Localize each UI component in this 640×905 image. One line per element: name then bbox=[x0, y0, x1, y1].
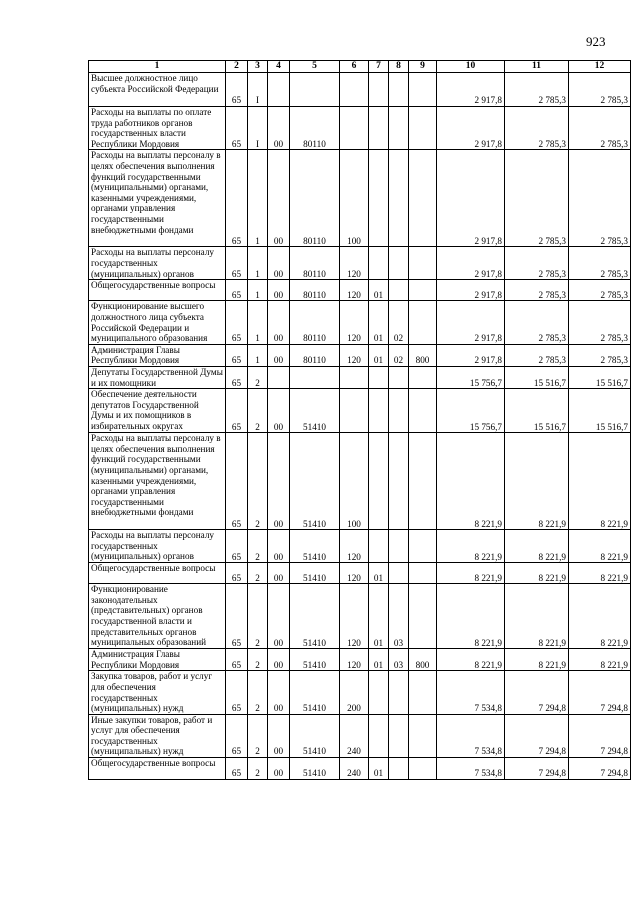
cell-col-5 bbox=[290, 366, 340, 388]
cell-col-2: 65 bbox=[226, 150, 248, 247]
cell-col-4: 00 bbox=[268, 433, 290, 530]
cell-col-6: 100 bbox=[340, 150, 369, 247]
table-row bbox=[89, 344, 631, 366]
cell-col-9 bbox=[409, 714, 437, 757]
row-name-cell: Расходы на выплаты персоналу государственных (муниципальных) органов bbox=[89, 530, 226, 563]
column-header-3: 3 bbox=[248, 61, 268, 73]
cell-col-10: 15 756,7 bbox=[437, 389, 505, 433]
cell-col-3: 2 bbox=[248, 649, 268, 671]
column-header-4: 4 bbox=[268, 61, 290, 73]
cell-col-7: 01 bbox=[369, 280, 389, 301]
cell-col-11: 7 294,8 bbox=[505, 714, 569, 757]
cell-col-11: 8 221,9 bbox=[505, 563, 569, 584]
page-number: 923 bbox=[586, 34, 606, 49]
cell-col-7 bbox=[369, 714, 389, 757]
cell-col-6: 120 bbox=[340, 344, 369, 366]
cell-col-11: 7 294,8 bbox=[505, 671, 569, 714]
cell-col-6 bbox=[340, 107, 369, 150]
cell-col-9 bbox=[409, 389, 437, 433]
cell-col-11: 2 785,3 bbox=[505, 301, 569, 344]
cell-col-8 bbox=[389, 671, 409, 714]
cell-col-12: 8 221,9 bbox=[569, 649, 631, 671]
table-row bbox=[89, 150, 631, 247]
cell-col-9 bbox=[409, 280, 437, 301]
cell-col-5: 80110 bbox=[290, 280, 340, 301]
table-row bbox=[89, 280, 631, 301]
cell-col-6: 120 bbox=[340, 247, 369, 280]
cell-col-9 bbox=[409, 301, 437, 344]
row-name-cell: Общегосударственные вопросы bbox=[89, 758, 226, 780]
column-header-11: 11 bbox=[505, 61, 569, 73]
cell-col-3: 2 bbox=[248, 671, 268, 714]
cell-col-4: 00 bbox=[268, 758, 290, 780]
cell-col-5: 80110 bbox=[290, 301, 340, 344]
column-header-9: 9 bbox=[409, 61, 437, 73]
cell-col-9 bbox=[409, 107, 437, 150]
cell-col-10: 8 221,9 bbox=[437, 649, 505, 671]
cell-col-12: 8 221,9 bbox=[569, 433, 631, 530]
cell-col-9: 800 bbox=[409, 649, 437, 671]
cell-col-6: 120 bbox=[340, 584, 369, 649]
cell-col-10: 2 917,8 bbox=[437, 280, 505, 301]
cell-col-7 bbox=[369, 671, 389, 714]
table-row bbox=[89, 301, 631, 344]
cell-col-8 bbox=[389, 530, 409, 563]
cell-col-6: 120 bbox=[340, 530, 369, 563]
cell-col-11: 2 785,3 bbox=[505, 280, 569, 301]
cell-col-2: 65 bbox=[226, 366, 248, 388]
cell-col-12: 2 785,3 bbox=[569, 280, 631, 301]
column-header-8: 8 bbox=[389, 61, 409, 73]
cell-col-2: 65 bbox=[226, 563, 248, 584]
cell-col-9 bbox=[409, 73, 437, 107]
cell-col-5: 51410 bbox=[290, 649, 340, 671]
cell-col-7 bbox=[369, 530, 389, 563]
cell-col-5: 80110 bbox=[290, 107, 340, 150]
row-name-cell: Администрация Главы Республики Мордовия bbox=[89, 344, 226, 366]
cell-col-8 bbox=[389, 107, 409, 150]
cell-col-7: 01 bbox=[369, 563, 389, 584]
cell-col-6: 200 bbox=[340, 671, 369, 714]
column-header-1: 1 bbox=[89, 61, 226, 73]
cell-col-3: 1 bbox=[248, 344, 268, 366]
cell-col-11: 2 785,3 bbox=[505, 344, 569, 366]
cell-col-3: 2 bbox=[248, 530, 268, 563]
cell-col-11: 7 294,8 bbox=[505, 758, 569, 780]
cell-col-5: 51410 bbox=[290, 530, 340, 563]
budget-table bbox=[88, 60, 631, 780]
cell-col-9 bbox=[409, 563, 437, 584]
cell-col-11: 8 221,9 bbox=[505, 584, 569, 649]
cell-col-4: 00 bbox=[268, 530, 290, 563]
cell-col-8 bbox=[389, 563, 409, 584]
cell-col-12: 2 785,3 bbox=[569, 73, 631, 107]
cell-col-3: 1 bbox=[248, 301, 268, 344]
cell-col-8 bbox=[389, 714, 409, 757]
cell-col-10: 8 221,9 bbox=[437, 433, 505, 530]
column-header-10: 10 bbox=[437, 61, 505, 73]
column-header-5: 5 bbox=[290, 61, 340, 73]
cell-col-4 bbox=[268, 73, 290, 107]
cell-col-7: 01 bbox=[369, 344, 389, 366]
cell-col-3: 2 bbox=[248, 758, 268, 780]
cell-col-9 bbox=[409, 530, 437, 563]
cell-col-12: 2 785,3 bbox=[569, 247, 631, 280]
cell-col-6: 100 bbox=[340, 433, 369, 530]
cell-col-2: 65 bbox=[226, 433, 248, 530]
cell-col-4: 00 bbox=[268, 714, 290, 757]
cell-col-12: 7 294,8 bbox=[569, 671, 631, 714]
cell-col-6: 240 bbox=[340, 714, 369, 757]
cell-col-3: 1 bbox=[248, 280, 268, 301]
cell-col-9 bbox=[409, 671, 437, 714]
cell-col-9 bbox=[409, 758, 437, 780]
table-row bbox=[89, 366, 631, 388]
cell-col-6: 240 bbox=[340, 758, 369, 780]
table-row bbox=[89, 389, 631, 433]
cell-col-2: 65 bbox=[226, 107, 248, 150]
table-row bbox=[89, 247, 631, 280]
table-row bbox=[89, 530, 631, 563]
row-name-cell: Депутаты Государственной Думы и их помощники bbox=[89, 366, 226, 388]
cell-col-8 bbox=[389, 389, 409, 433]
cell-col-7: 01 bbox=[369, 301, 389, 344]
cell-col-10: 2 917,8 bbox=[437, 301, 505, 344]
cell-col-10: 8 221,9 bbox=[437, 584, 505, 649]
cell-col-8: 02 bbox=[389, 301, 409, 344]
cell-col-4: 00 bbox=[268, 280, 290, 301]
cell-col-11: 2 785,3 bbox=[505, 107, 569, 150]
cell-col-10: 8 221,9 bbox=[437, 563, 505, 584]
column-header-7: 7 bbox=[369, 61, 389, 73]
cell-col-8 bbox=[389, 73, 409, 107]
cell-col-4: 00 bbox=[268, 301, 290, 344]
cell-col-3: 1 bbox=[248, 150, 268, 247]
cell-col-4: 00 bbox=[268, 107, 290, 150]
row-name-cell: Расходы на выплаты персоналу в целях обеспечения выполнения функций государственными (муниципальными) органами, казенными учреждениями, органами управления государственными внебюджетными фондами bbox=[89, 150, 226, 247]
cell-col-5: 51410 bbox=[290, 758, 340, 780]
cell-col-10: 7 534,8 bbox=[437, 671, 505, 714]
table-row bbox=[89, 584, 631, 649]
cell-col-8: 03 bbox=[389, 584, 409, 649]
row-name-cell: Расходы на выплаты персоналу государственных (муниципальных) органов bbox=[89, 247, 226, 280]
cell-col-11: 2 785,3 bbox=[505, 247, 569, 280]
table-body bbox=[89, 73, 631, 780]
cell-col-5: 80110 bbox=[290, 344, 340, 366]
row-name-cell: Администрация Главы Республики Мордовия bbox=[89, 649, 226, 671]
cell-col-11: 2 785,3 bbox=[505, 73, 569, 107]
cell-col-10: 7 534,8 bbox=[437, 758, 505, 780]
cell-col-12: 15 516,7 bbox=[569, 366, 631, 388]
cell-col-2: 65 bbox=[226, 389, 248, 433]
cell-col-11: 2 785,3 bbox=[505, 150, 569, 247]
cell-col-8 bbox=[389, 758, 409, 780]
cell-col-12: 2 785,3 bbox=[569, 150, 631, 247]
cell-col-2: 65 bbox=[226, 758, 248, 780]
row-name-cell: Общегосударственные вопросы bbox=[89, 563, 226, 584]
cell-col-8 bbox=[389, 247, 409, 280]
cell-col-5: 51410 bbox=[290, 433, 340, 530]
cell-col-12: 8 221,9 bbox=[569, 563, 631, 584]
cell-col-12: 8 221,9 bbox=[569, 584, 631, 649]
cell-col-8 bbox=[389, 366, 409, 388]
cell-col-3: 1 bbox=[248, 247, 268, 280]
cell-col-7 bbox=[369, 389, 389, 433]
cell-col-11: 8 221,9 bbox=[505, 649, 569, 671]
cell-col-9 bbox=[409, 584, 437, 649]
cell-col-6: 120 bbox=[340, 301, 369, 344]
cell-col-12: 2 785,3 bbox=[569, 301, 631, 344]
cell-col-5: 51410 bbox=[290, 389, 340, 433]
row-name-cell: Высшее должностное лицо субъекта Российской Федерации bbox=[89, 73, 226, 107]
cell-col-11: 15 516,7 bbox=[505, 389, 569, 433]
cell-col-11: 8 221,9 bbox=[505, 530, 569, 563]
cell-col-3: I bbox=[248, 73, 268, 107]
cell-col-10: 15 756,7 bbox=[437, 366, 505, 388]
cell-col-4: 00 bbox=[268, 247, 290, 280]
table-row bbox=[89, 433, 631, 530]
cell-col-6 bbox=[340, 73, 369, 107]
column-header-12: 12 bbox=[569, 61, 631, 73]
cell-col-6 bbox=[340, 366, 369, 388]
cell-col-3: 2 bbox=[248, 366, 268, 388]
cell-col-7: 01 bbox=[369, 758, 389, 780]
row-name-cell: Расходы на выплаты персоналу в целях обеспечения выполнения функций государственными (муниципальными) органами, казенными учреждениями, органами управления государственными внебюджетными фондами bbox=[89, 433, 226, 530]
cell-col-4: 00 bbox=[268, 344, 290, 366]
cell-col-2: 65 bbox=[226, 247, 248, 280]
cell-col-8 bbox=[389, 150, 409, 247]
cell-col-4: 00 bbox=[268, 649, 290, 671]
cell-col-3: 2 bbox=[248, 584, 268, 649]
cell-col-11: 15 516,7 bbox=[505, 366, 569, 388]
cell-col-6: 120 bbox=[340, 563, 369, 584]
column-header-2: 2 bbox=[226, 61, 248, 73]
cell-col-2: 65 bbox=[226, 649, 248, 671]
cell-col-2: 65 bbox=[226, 73, 248, 107]
cell-col-5: 51410 bbox=[290, 714, 340, 757]
cell-col-12: 2 785,3 bbox=[569, 344, 631, 366]
cell-col-9: 800 bbox=[409, 344, 437, 366]
cell-col-4: 00 bbox=[268, 584, 290, 649]
cell-col-11: 8 221,9 bbox=[505, 433, 569, 530]
row-name-cell: Функционирование высшего должностного лица субъекта Российской Федерации и муниципального образования bbox=[89, 301, 226, 344]
table-row bbox=[89, 563, 631, 584]
cell-col-7 bbox=[369, 107, 389, 150]
cell-col-9 bbox=[409, 150, 437, 247]
cell-col-10: 2 917,8 bbox=[437, 247, 505, 280]
table-row bbox=[89, 107, 631, 150]
cell-col-5: 51410 bbox=[290, 671, 340, 714]
cell-col-5: 80110 bbox=[290, 150, 340, 247]
cell-col-4: 00 bbox=[268, 563, 290, 584]
cell-col-10: 7 534,8 bbox=[437, 714, 505, 757]
column-header-6: 6 bbox=[340, 61, 369, 73]
cell-col-2: 65 bbox=[226, 671, 248, 714]
cell-col-9 bbox=[409, 247, 437, 280]
cell-col-7 bbox=[369, 247, 389, 280]
cell-col-10: 2 917,8 bbox=[437, 73, 505, 107]
cell-col-10: 2 917,8 bbox=[437, 150, 505, 247]
row-name-cell: Иные закупки товаров, работ и услуг для обеспечения государственных (муниципальных) нужд bbox=[89, 714, 226, 757]
cell-col-6 bbox=[340, 389, 369, 433]
cell-col-7: 01 bbox=[369, 649, 389, 671]
cell-col-6: 120 bbox=[340, 649, 369, 671]
cell-col-8: 02 bbox=[389, 344, 409, 366]
cell-col-4: 00 bbox=[268, 150, 290, 247]
cell-col-8 bbox=[389, 280, 409, 301]
cell-col-2: 65 bbox=[226, 714, 248, 757]
cell-col-7 bbox=[369, 366, 389, 388]
cell-col-8: 03 bbox=[389, 649, 409, 671]
cell-col-10: 2 917,8 bbox=[437, 344, 505, 366]
row-name-cell: Функционирование законодательных (представительных) органов государственной власти и представительных органов муниципальных образований bbox=[89, 584, 226, 649]
header-row bbox=[89, 61, 631, 73]
cell-col-3: 2 bbox=[248, 433, 268, 530]
cell-col-12: 2 785,3 bbox=[569, 107, 631, 150]
table-row bbox=[89, 714, 631, 757]
cell-col-7 bbox=[369, 433, 389, 530]
cell-col-12: 7 294,8 bbox=[569, 758, 631, 780]
row-name-cell: Общегосударственные вопросы bbox=[89, 280, 226, 301]
cell-col-5 bbox=[290, 73, 340, 107]
cell-col-10: 2 917,8 bbox=[437, 107, 505, 150]
cell-col-7: 01 bbox=[369, 584, 389, 649]
cell-col-4: 00 bbox=[268, 671, 290, 714]
row-name-cell: Закупка товаров, работ и услуг для обеспечения государственных (муниципальных) нужд bbox=[89, 671, 226, 714]
table-row bbox=[89, 671, 631, 714]
cell-col-2: 65 bbox=[226, 301, 248, 344]
cell-col-3: 2 bbox=[248, 563, 268, 584]
cell-col-9 bbox=[409, 366, 437, 388]
cell-col-3: 2 bbox=[248, 714, 268, 757]
cell-col-4: 00 bbox=[268, 389, 290, 433]
cell-col-5: 80110 bbox=[290, 247, 340, 280]
cell-col-9 bbox=[409, 433, 437, 530]
cell-col-5: 51410 bbox=[290, 584, 340, 649]
cell-col-2: 65 bbox=[226, 280, 248, 301]
table-row bbox=[89, 649, 631, 671]
cell-col-8 bbox=[389, 433, 409, 530]
cell-col-4 bbox=[268, 366, 290, 388]
cell-col-2: 65 bbox=[226, 344, 248, 366]
cell-col-2: 65 bbox=[226, 530, 248, 563]
row-name-cell: Расходы на выплаты по оплате труда работников органов государственных власти Республики Мордовия bbox=[89, 107, 226, 150]
cell-col-12: 15 516,7 bbox=[569, 389, 631, 433]
cell-col-6: 120 bbox=[340, 280, 369, 301]
cell-col-12: 7 294,8 bbox=[569, 714, 631, 757]
cell-col-3: I bbox=[248, 107, 268, 150]
row-name-cell: Обеспечение деятельности депутатов Государственной Думы и их помощников в избирательных округах bbox=[89, 389, 226, 433]
cell-col-5: 51410 bbox=[290, 563, 340, 584]
table-row bbox=[89, 73, 631, 107]
cell-col-7 bbox=[369, 73, 389, 107]
cell-col-10: 8 221,9 bbox=[437, 530, 505, 563]
cell-col-3: 2 bbox=[248, 389, 268, 433]
table-row bbox=[89, 758, 631, 780]
cell-col-7 bbox=[369, 150, 389, 247]
cell-col-2: 65 bbox=[226, 584, 248, 649]
cell-col-12: 8 221,9 bbox=[569, 530, 631, 563]
